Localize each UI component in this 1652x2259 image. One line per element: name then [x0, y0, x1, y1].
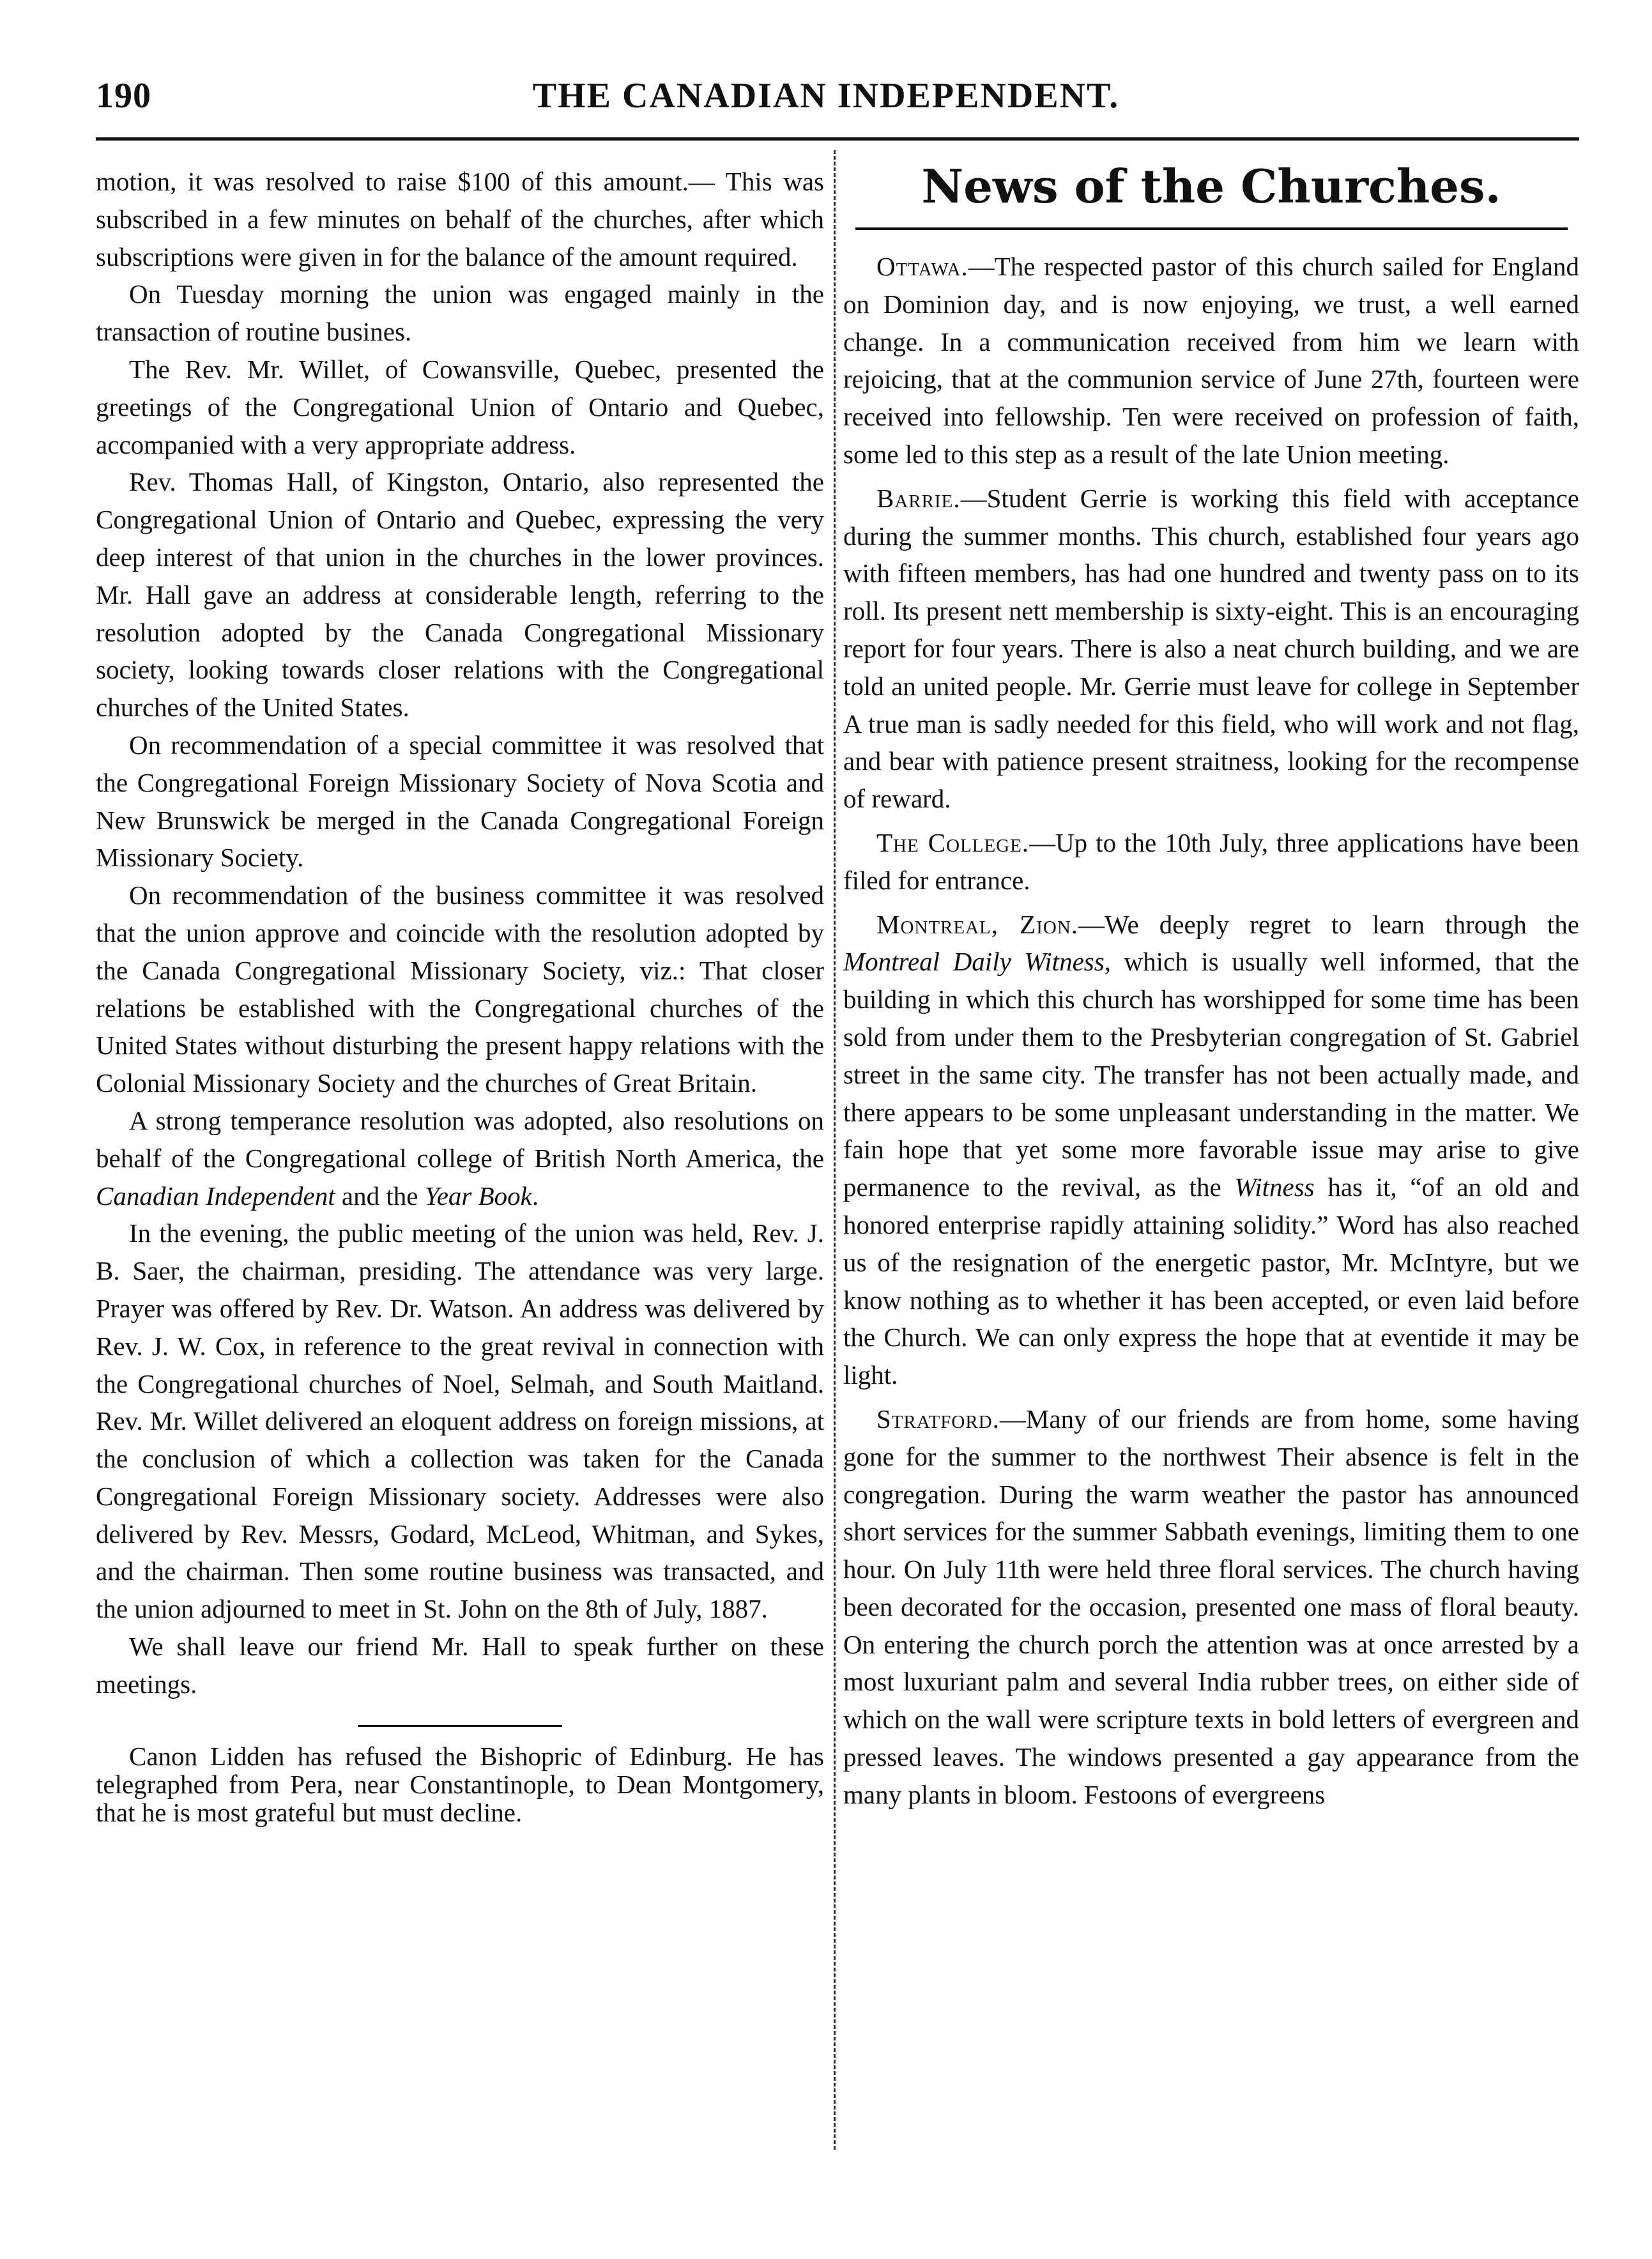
page-number: 190 — [96, 76, 151, 116]
news-item-montreal — [843, 906, 1579, 1394]
paragraph: On recommendation of a special committee it was resolved that the Congregational Foreign Missionary Society of Nova Scotia and New Brunswick be merged in the Canada Congregational Foreign Missionary Society. — [96, 730, 824, 873]
paragraph: We shall leave our friend Mr. Hall to speak further on these meetings. — [96, 1632, 824, 1699]
item-body: —Up to the 10th July, three applications have been filed for entrance. — [843, 827, 1579, 895]
left-column — [96, 163, 824, 1826]
item-heading: Barrie. — [876, 483, 961, 513]
news-item-barrie — [843, 480, 1579, 818]
item-heading: The College. — [876, 827, 1030, 857]
running-head: THE CANADIAN INDEPENDENT. — [532, 76, 1120, 116]
text: A strong temperance resolution was adopted, also resolutions on behalf of the Congregational college of British North America, the — [96, 1105, 824, 1173]
text: . — [532, 1181, 539, 1211]
item-body: —Many of our friends are from home, some having gone for the summer to the northwest Their absence is felt in the congregation. During the warm weather the pastor has announced short services for the summer Sabbath evenings, limiting them to one hour. On July 11th were held three floral services. The church having been decorated for the occasion, presented one mass of floral beauty. On entering the church porch the attention was at once arrested by a most luxuriant palm and several India rubber trees, on either side of which on the wall were scripture texts in bold letters of evergreen and pressed leaves. The windows presented a gay appearance from the many plants in bloom. Festoons of evergreens — [843, 1404, 1579, 1809]
italic-title: Montreal Daily Witness — [843, 947, 1105, 977]
paragraph: In the evening, the public meeting of the union was held, Rev. J. B. Saer, the chairman, presiding. The attendance was very large. Prayer was offered by Rev. Dr. Watson. An address was delivered by Rev. J. W. Cox, in reference to the great revival in connection with the Congregational churches of Noel, Selmah, and South Maitland. Rev. Mr. Willet delivered an eloquent address on foreign missions, at the conclusion of which a collection was taken for the Canada Congregational Foreign Missionary society. Addresses were also delivered by Rev. Messrs, Godard, McLeod, Whitman, and Sykes, and the chairman. Then some routine business was transacted, and the union adjourned to meet in St. John on the 8th of July, 1887. — [96, 1218, 824, 1624]
item-body: —We deeply regret to learn through the — [1078, 909, 1579, 939]
item-body: —The respected pastor of this church sailed for England on Dominion day, and is now enjoying, we trust, a well earned change. In a communication received from him we learn with rejoicing, that at the communion service of June 27th, fourteen were received into fellowship. Ten were received on profession of faith, some led to this step as a result of the late Union meeting. — [843, 252, 1579, 469]
section-title: News of the Churches. — [921, 159, 1501, 213]
item-body: has it, “of an old and honored enterprise rapidly attaining solidity.” Word has also reached us of the resignation of the energetic pastor, Mr. McIntyre, but we know nothing as to whether it has been accepted, or even laid before the Church. We can only express the hope that at eventide it may be light. — [843, 1172, 1579, 1390]
item-heading: Montreal, Zion. — [876, 909, 1079, 939]
paragraph: On recommendation of the business committee it was resolved that the union approve and coincide with the resolution adopted by the Canada Congregational Missionary Society, viz.: That closer relations be established with the Congregational churches of the United States without disturbing the present happy relations with the Colonial Missionary Society and the churches of Great Britain. — [96, 880, 824, 1098]
news-item-ottawa — [843, 248, 1579, 473]
news-item-stratford — [843, 1400, 1579, 1814]
text: and the — [335, 1181, 425, 1211]
italic-title: Year Book — [424, 1181, 532, 1211]
item-body: , which is usually well informed, that the building in which this church has worshipped for some time has been sold from under them to the Presbyterian congregation of St. Gabriel street in the same city. The transfer has not been actually made, and there appears to be some unpleasant understanding in the matter. We fain hope that yet some more favorable issue may arise to give permanence to the revival, as the — [843, 947, 1579, 1202]
separator-rule — [358, 1725, 562, 1727]
paragraph: On Tuesday morning the union was engaged mainly in the transaction of routine busines. — [96, 279, 824, 347]
paragraph — [96, 1102, 824, 1214]
paragraph: motion, it was resolved to raise $100 of this amount.— This was subscribed in a few minutes on behalf of the churches, after which subscriptions were given in for the balance of the amount required. — [96, 167, 824, 272]
item-body: —Student Gerrie is working this field with acceptance during the summer months. This church, established four years ago with fifteen members, has had one hundred and twenty pass on to its roll. Its present nett membership is sixty-eight. This is an encouraging report for four years. There is also a neat church building, and we are told an united people. Mr. Gerrie must leave for college in September A true man is sadly needed for this field, who will work and not flag, and bear with patience present straitness, looking for the recompense of reward. — [843, 483, 1579, 814]
column-divider — [834, 150, 836, 2150]
right-column — [843, 148, 1579, 1820]
paragraph: Rev. Thomas Hall, of Kingston, Ontario, also represented the Congregational Union of Ontario and Quebec, expressing the very deep interest of that union in the churches in the lower provinces. Mr. Hall gave an address at considerable length, referring to the resolution adopted by the Canada Congregational Missionary society, looking towards closer relations with the Congregational churches of the United States. — [96, 467, 824, 723]
news-item-college — [843, 824, 1579, 900]
italic-title: Canadian Independent — [96, 1181, 335, 1211]
italic-title: Witness — [1234, 1172, 1315, 1202]
paragraph: The Rev. Mr. Willet, of Cowansville, Quebec, presented the greetings of the Congregational Union of Ontario and Quebec, accompanied with a very appropriate address. — [96, 354, 824, 459]
section-rule — [855, 227, 1568, 230]
header-rule — [96, 137, 1579, 141]
item-heading: Ottawa. — [876, 252, 968, 281]
item-heading: Stratford. — [876, 1404, 1000, 1434]
news-note: Canon Lidden has refused the Bishopric of Edinburg. He has telegraphed from Pera, near Constantinople, to Dean Montgomery, that he is most grateful but must decline. — [96, 1741, 824, 1827]
